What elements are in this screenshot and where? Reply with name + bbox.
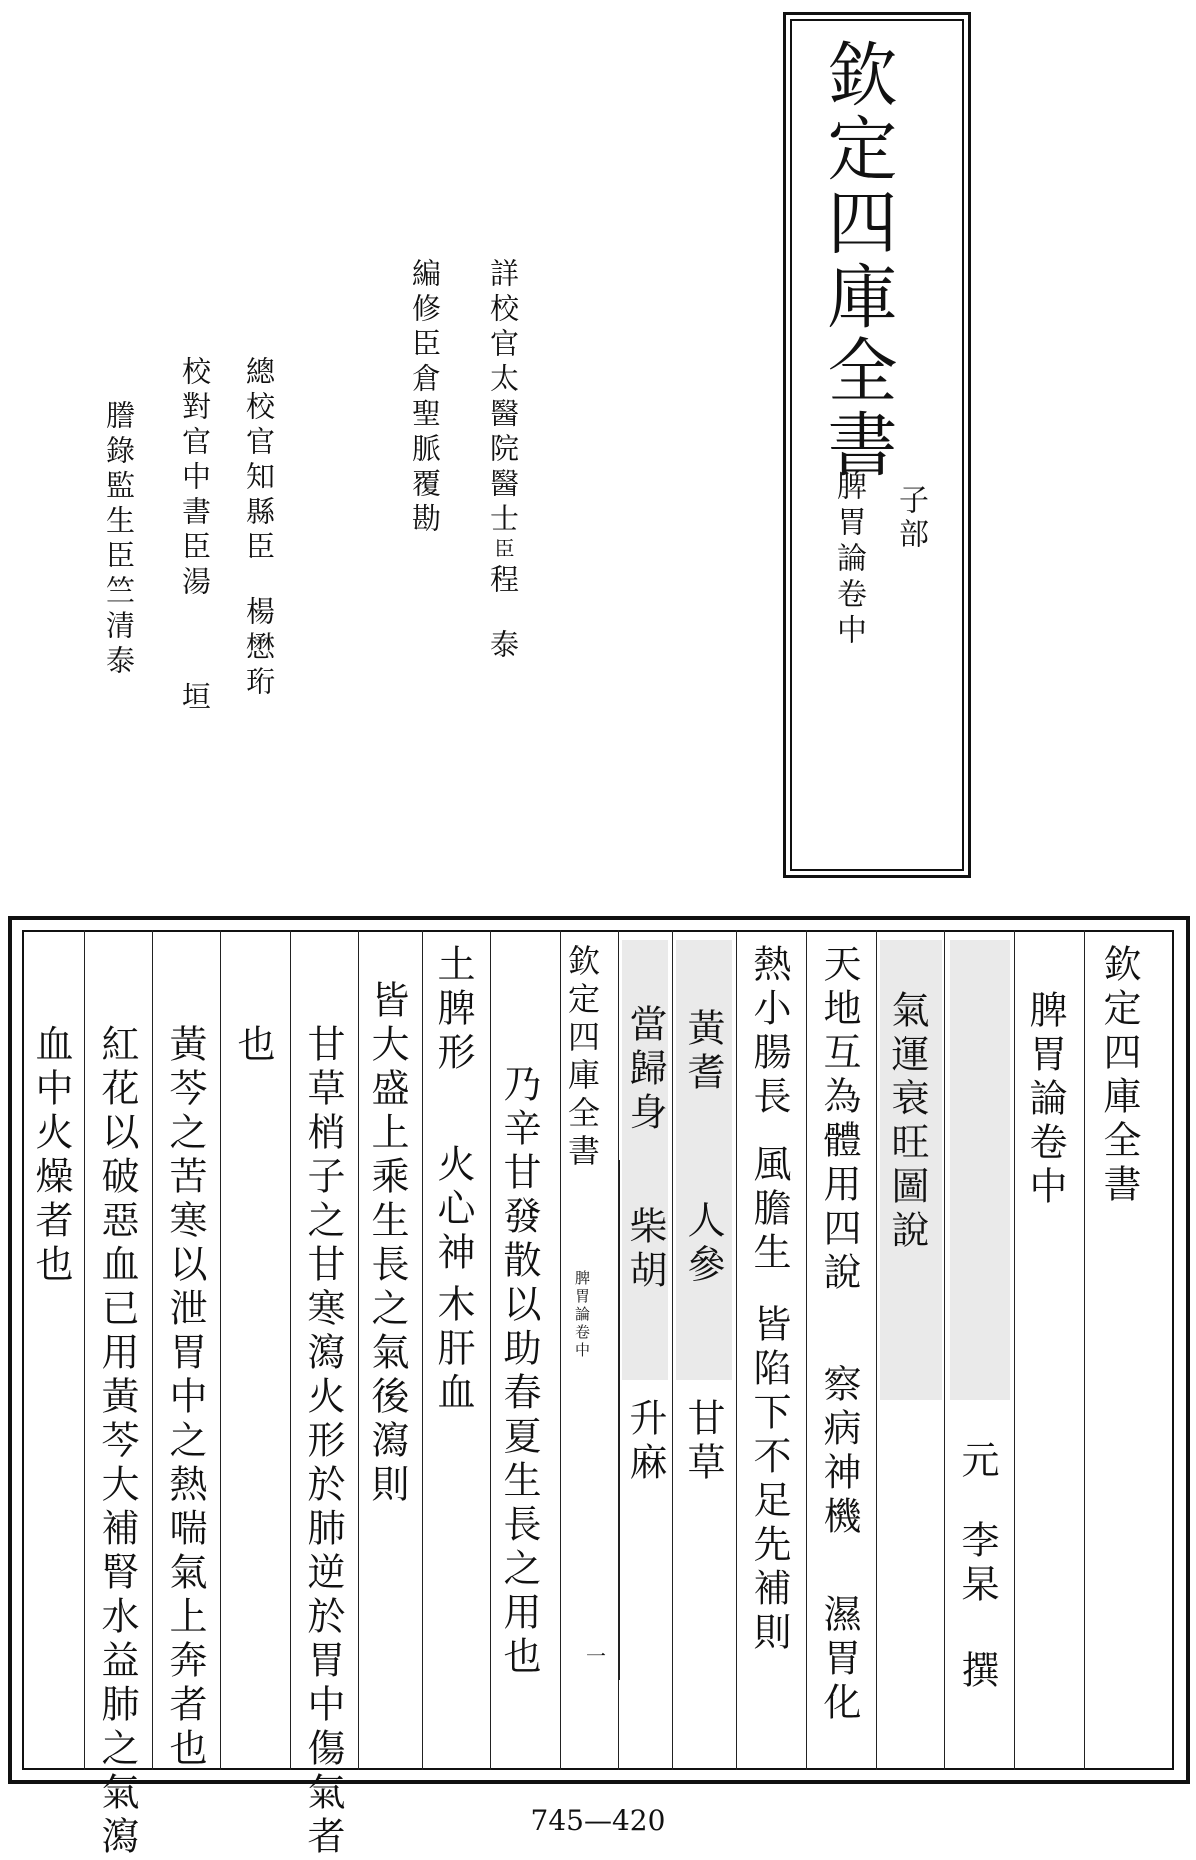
credit-proofreader-given: 泰	[486, 629, 520, 664]
column-rule	[84, 930, 85, 1770]
column-rule	[152, 930, 153, 1770]
text-column-12: 甘草梢子之甘寒瀉火形於肺逆於胃中傷氣者	[301, 1024, 345, 1860]
herb-angelica: 當歸身	[623, 1004, 667, 1136]
col10-part-c: 木肝血	[431, 1284, 475, 1416]
author-dynasty: 元	[955, 1440, 999, 1484]
column-rule	[944, 930, 945, 1770]
text-column-15: 紅花以破惡血已用黃芩大補腎水益肺之氣瀉	[95, 1024, 139, 1860]
column-rule	[358, 930, 359, 1770]
herb-licorice: 甘草	[681, 1398, 725, 1486]
col6-part-c: 皆陷下不足先補則	[747, 1304, 791, 1656]
column-rule	[736, 930, 737, 1770]
scan-shading	[950, 940, 1010, 1400]
column-rule	[220, 930, 221, 1770]
text-column-9: 乃辛甘發散以助春夏生長之用也	[497, 1064, 541, 1680]
col5-part-a: 天地互為體用四說	[817, 944, 861, 1296]
volume-title: 脾胃論卷中	[831, 470, 866, 650]
credit-proofreader-surname: 程	[486, 564, 520, 599]
author-name: 李杲	[955, 1520, 999, 1608]
credit-chief-collator-title: 總校官知縣臣	[242, 356, 276, 566]
category-label: 子部	[893, 484, 928, 552]
credit-proofreader-minister: 臣	[491, 538, 515, 564]
gutter-page-number: 一	[586, 1644, 606, 1668]
page-number: 745—420	[530, 1804, 666, 1837]
herb-cimicifuga: 升麻	[623, 1398, 667, 1486]
center-gutter	[560, 1160, 620, 1680]
herb-ginseng: 人參	[681, 1200, 725, 1288]
credit-collator-surname: 湯	[178, 566, 212, 601]
credit-proofreader-title: 詳校官太醫院醫士	[486, 258, 520, 538]
author-compiled: 撰	[955, 1650, 999, 1694]
column-rule	[290, 930, 291, 1770]
text-column-4: 氣運衰旺圖說	[885, 990, 929, 1254]
col6-part-a: 熱小腸長	[747, 944, 791, 1120]
credit-collator-title: 校對官中書臣	[178, 356, 212, 566]
text-column-13: 也	[231, 1024, 275, 1068]
credit-proofreader	[486, 258, 520, 664]
credit-chief-collator-name: 楊懋珩	[242, 596, 276, 701]
col5-part-b: 察病神機	[817, 1364, 861, 1540]
herb-astragalus: 黃耆	[681, 1008, 725, 1096]
column-rule	[876, 930, 877, 1770]
text-column-1: 欽定四庫全書	[1097, 944, 1141, 1208]
credit-collator	[178, 356, 212, 716]
gutter-label: 脾胃論卷中	[573, 1270, 591, 1360]
column-rule	[1084, 930, 1085, 1770]
col10-part-a: 土脾形	[431, 944, 475, 1076]
col5-part-c: 濕胃化	[817, 1594, 861, 1726]
main-title: 欽定四庫全書	[816, 38, 898, 482]
credit-copyist: 謄錄監生臣竺清泰	[102, 400, 136, 680]
column-rule	[672, 930, 673, 1770]
credit-chief-collator	[242, 356, 276, 701]
text-column-2: 脾胃論卷中	[1023, 990, 1067, 1210]
column-rule	[422, 930, 423, 1770]
col10-part-b: 火心神	[431, 1144, 475, 1276]
credit-editor: 編修臣倉聖脈覆勘	[408, 258, 442, 538]
text-column-14: 黃芩之苦寒以泄胃中之熱喘氣上奔者也	[163, 1024, 207, 1772]
column-rule	[806, 930, 807, 1770]
scan-shading	[676, 940, 732, 1380]
herb-bupleurum: 柴胡	[623, 1206, 667, 1294]
text-column-16: 血中火燥者也	[29, 1024, 73, 1288]
column-rule	[490, 930, 491, 1770]
column-rule	[1014, 930, 1015, 1770]
text-column-11: 皆大盛上乘生長之氣後瀉則	[365, 980, 409, 1508]
gutter-title: 欽定四庫全書	[563, 944, 601, 1172]
credit-collator-given: 垣	[178, 681, 212, 716]
col6-part-b: 風膽生	[747, 1144, 791, 1276]
